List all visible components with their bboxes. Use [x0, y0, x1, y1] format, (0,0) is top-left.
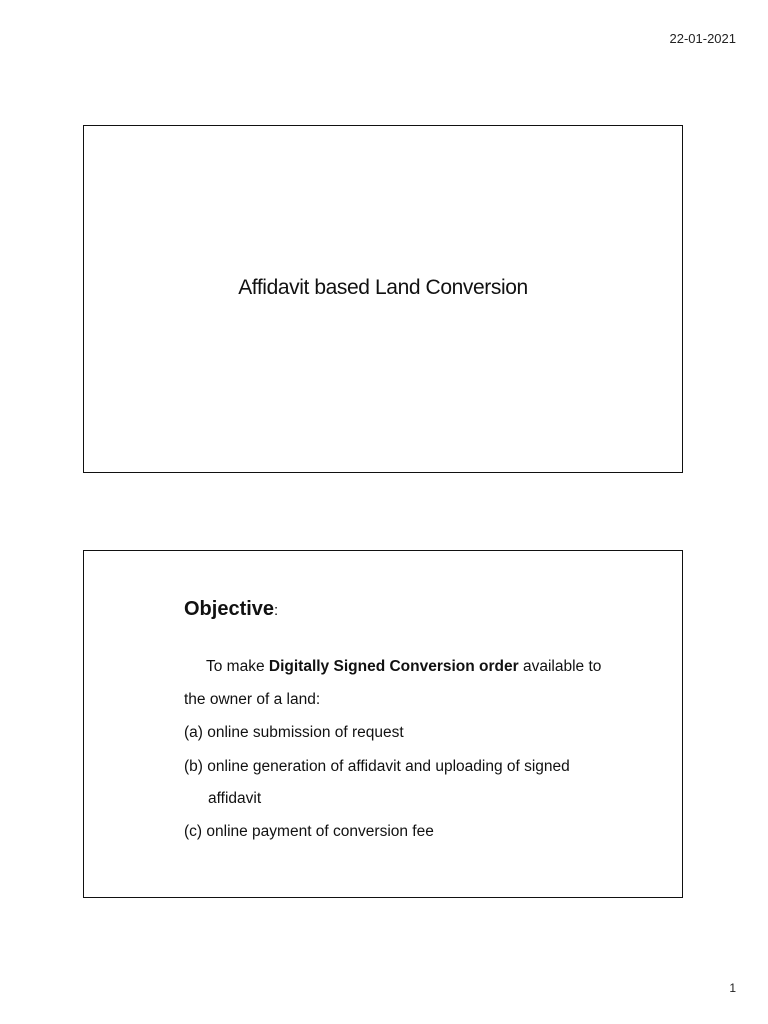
slide-title-slide: [83, 125, 683, 473]
objective-item-c: (c) online payment of conversion fee: [184, 823, 434, 840]
intro-suffix: available to: [518, 658, 602, 675]
page-number: 1: [729, 981, 736, 995]
objective-heading-colon: :: [274, 602, 279, 619]
objective-item-a: (a) online submission of request: [184, 724, 404, 741]
intro-bold: Digitally Signed Conversion order: [268, 658, 519, 675]
objective-item-b: (b) online generation of affidavit and uploading of signed: [184, 758, 570, 775]
objective-intro-line-2: the owner of a land:: [184, 691, 321, 708]
objective-heading: [184, 598, 278, 621]
objective-intro-line: [206, 658, 601, 676]
objective-heading-text: Objective: [184, 598, 275, 620]
objective-item-b-continuation: affidavit: [208, 790, 262, 807]
intro-prefix: To make: [206, 658, 269, 675]
header-date: 22-01-2021: [669, 31, 736, 46]
slide-objective: [83, 550, 683, 898]
slide-title: Affidavit based Land Conversion: [238, 276, 528, 299]
